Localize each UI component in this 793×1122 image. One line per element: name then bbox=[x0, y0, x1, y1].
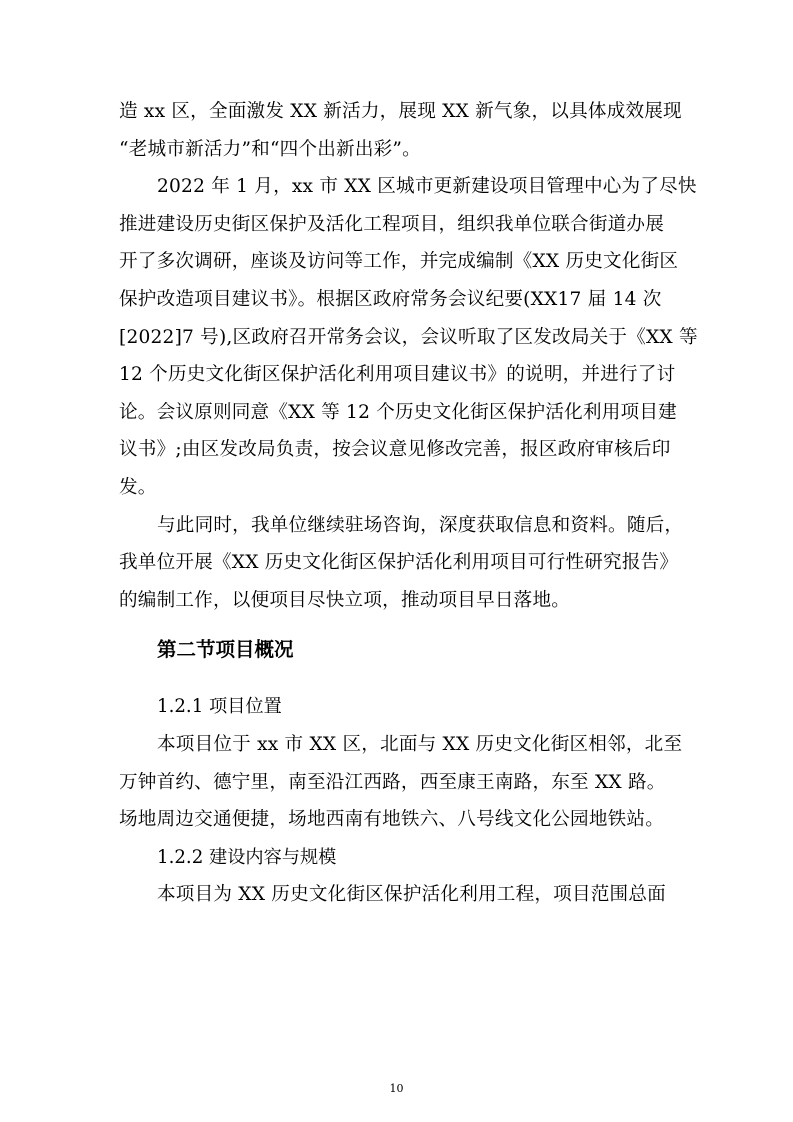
subsection-title-location: 1.2.1 项目位置 bbox=[157, 696, 282, 718]
text-line: 推进建设历史街区保护及活化工程项目，组织我单位联合街道办展 bbox=[119, 213, 665, 235]
text-line: 的编制工作，以便项目尽快立项，推动项目早日落地。 bbox=[119, 589, 571, 611]
text-line: 万钟首约、德宁里，南至沿江西路，西至康王南路，东至 XX 路。 bbox=[119, 771, 666, 793]
text-line: 论。会议原则同意《XX 等 12 个历史文化街区保护活化利用项目建 bbox=[119, 401, 677, 423]
text-line: [2022]7 号),区政府召开常务会议，会议听取了区发改局关于《XX 等 bbox=[119, 326, 698, 348]
text-line: 本项目位于 xx 市 XX 区，北面与 XX 历史文化街区相邻，北至 bbox=[157, 733, 683, 755]
text-line: 本项目为 XX 历史文化街区保护活化利用工程，项目范围总面 bbox=[157, 884, 666, 906]
text-line: 造 xx 区，全面激发 XX 新活力，展现 XX 新气象，以具体成效展现 bbox=[119, 101, 682, 122]
text-line: 与此同时，我单位继续驻场咨询，深度获取信息和资料。随后， bbox=[157, 514, 684, 536]
paragraph-project-location bbox=[119, 726, 683, 839]
text-line: “老城市新活力”和“四个出新出彩”。 bbox=[119, 138, 421, 160]
text-line: 场地周边交通便捷，场地西南有地铁六、八号线文化公园地铁站。 bbox=[119, 809, 665, 831]
paragraph-consulting-work bbox=[119, 507, 684, 620]
text-line: 2022 年 1 月，xx 市 XX 区城市更新建设项目管理中心为了尽快 bbox=[157, 176, 697, 198]
page-number: 10 bbox=[389, 1082, 404, 1095]
page-body bbox=[119, 93, 698, 914]
text-line: 议书》;由区发改局负责，按会议意见修改完善，报区政府审核后印 bbox=[119, 439, 671, 461]
paragraph-intro-continuation bbox=[119, 93, 682, 168]
subsection-title-scope: 1.2.2 建设内容与规模 bbox=[157, 846, 337, 868]
text-line: 开了多次调研，座谈及访问等工作，并完成编制《XX 历史文化街区 bbox=[119, 251, 679, 273]
paragraph-project-background bbox=[119, 168, 698, 506]
paragraph-project-scope bbox=[119, 876, 679, 914]
text-line: 12 个历史文化街区保护活化利用项目建议书》的说明，并进行了讨 bbox=[119, 364, 676, 386]
text-line: 发。 bbox=[119, 476, 157, 498]
text-line: 我单位开展《XX 历史文化街区保护活化利用项目可行性研究报告》 bbox=[119, 552, 679, 574]
text-line: 保护改造项目建议书》。根据区政府常务会议纪要(XX17 届 14 次 bbox=[119, 288, 662, 310]
section-heading: 第二节项目概况 bbox=[157, 638, 294, 662]
